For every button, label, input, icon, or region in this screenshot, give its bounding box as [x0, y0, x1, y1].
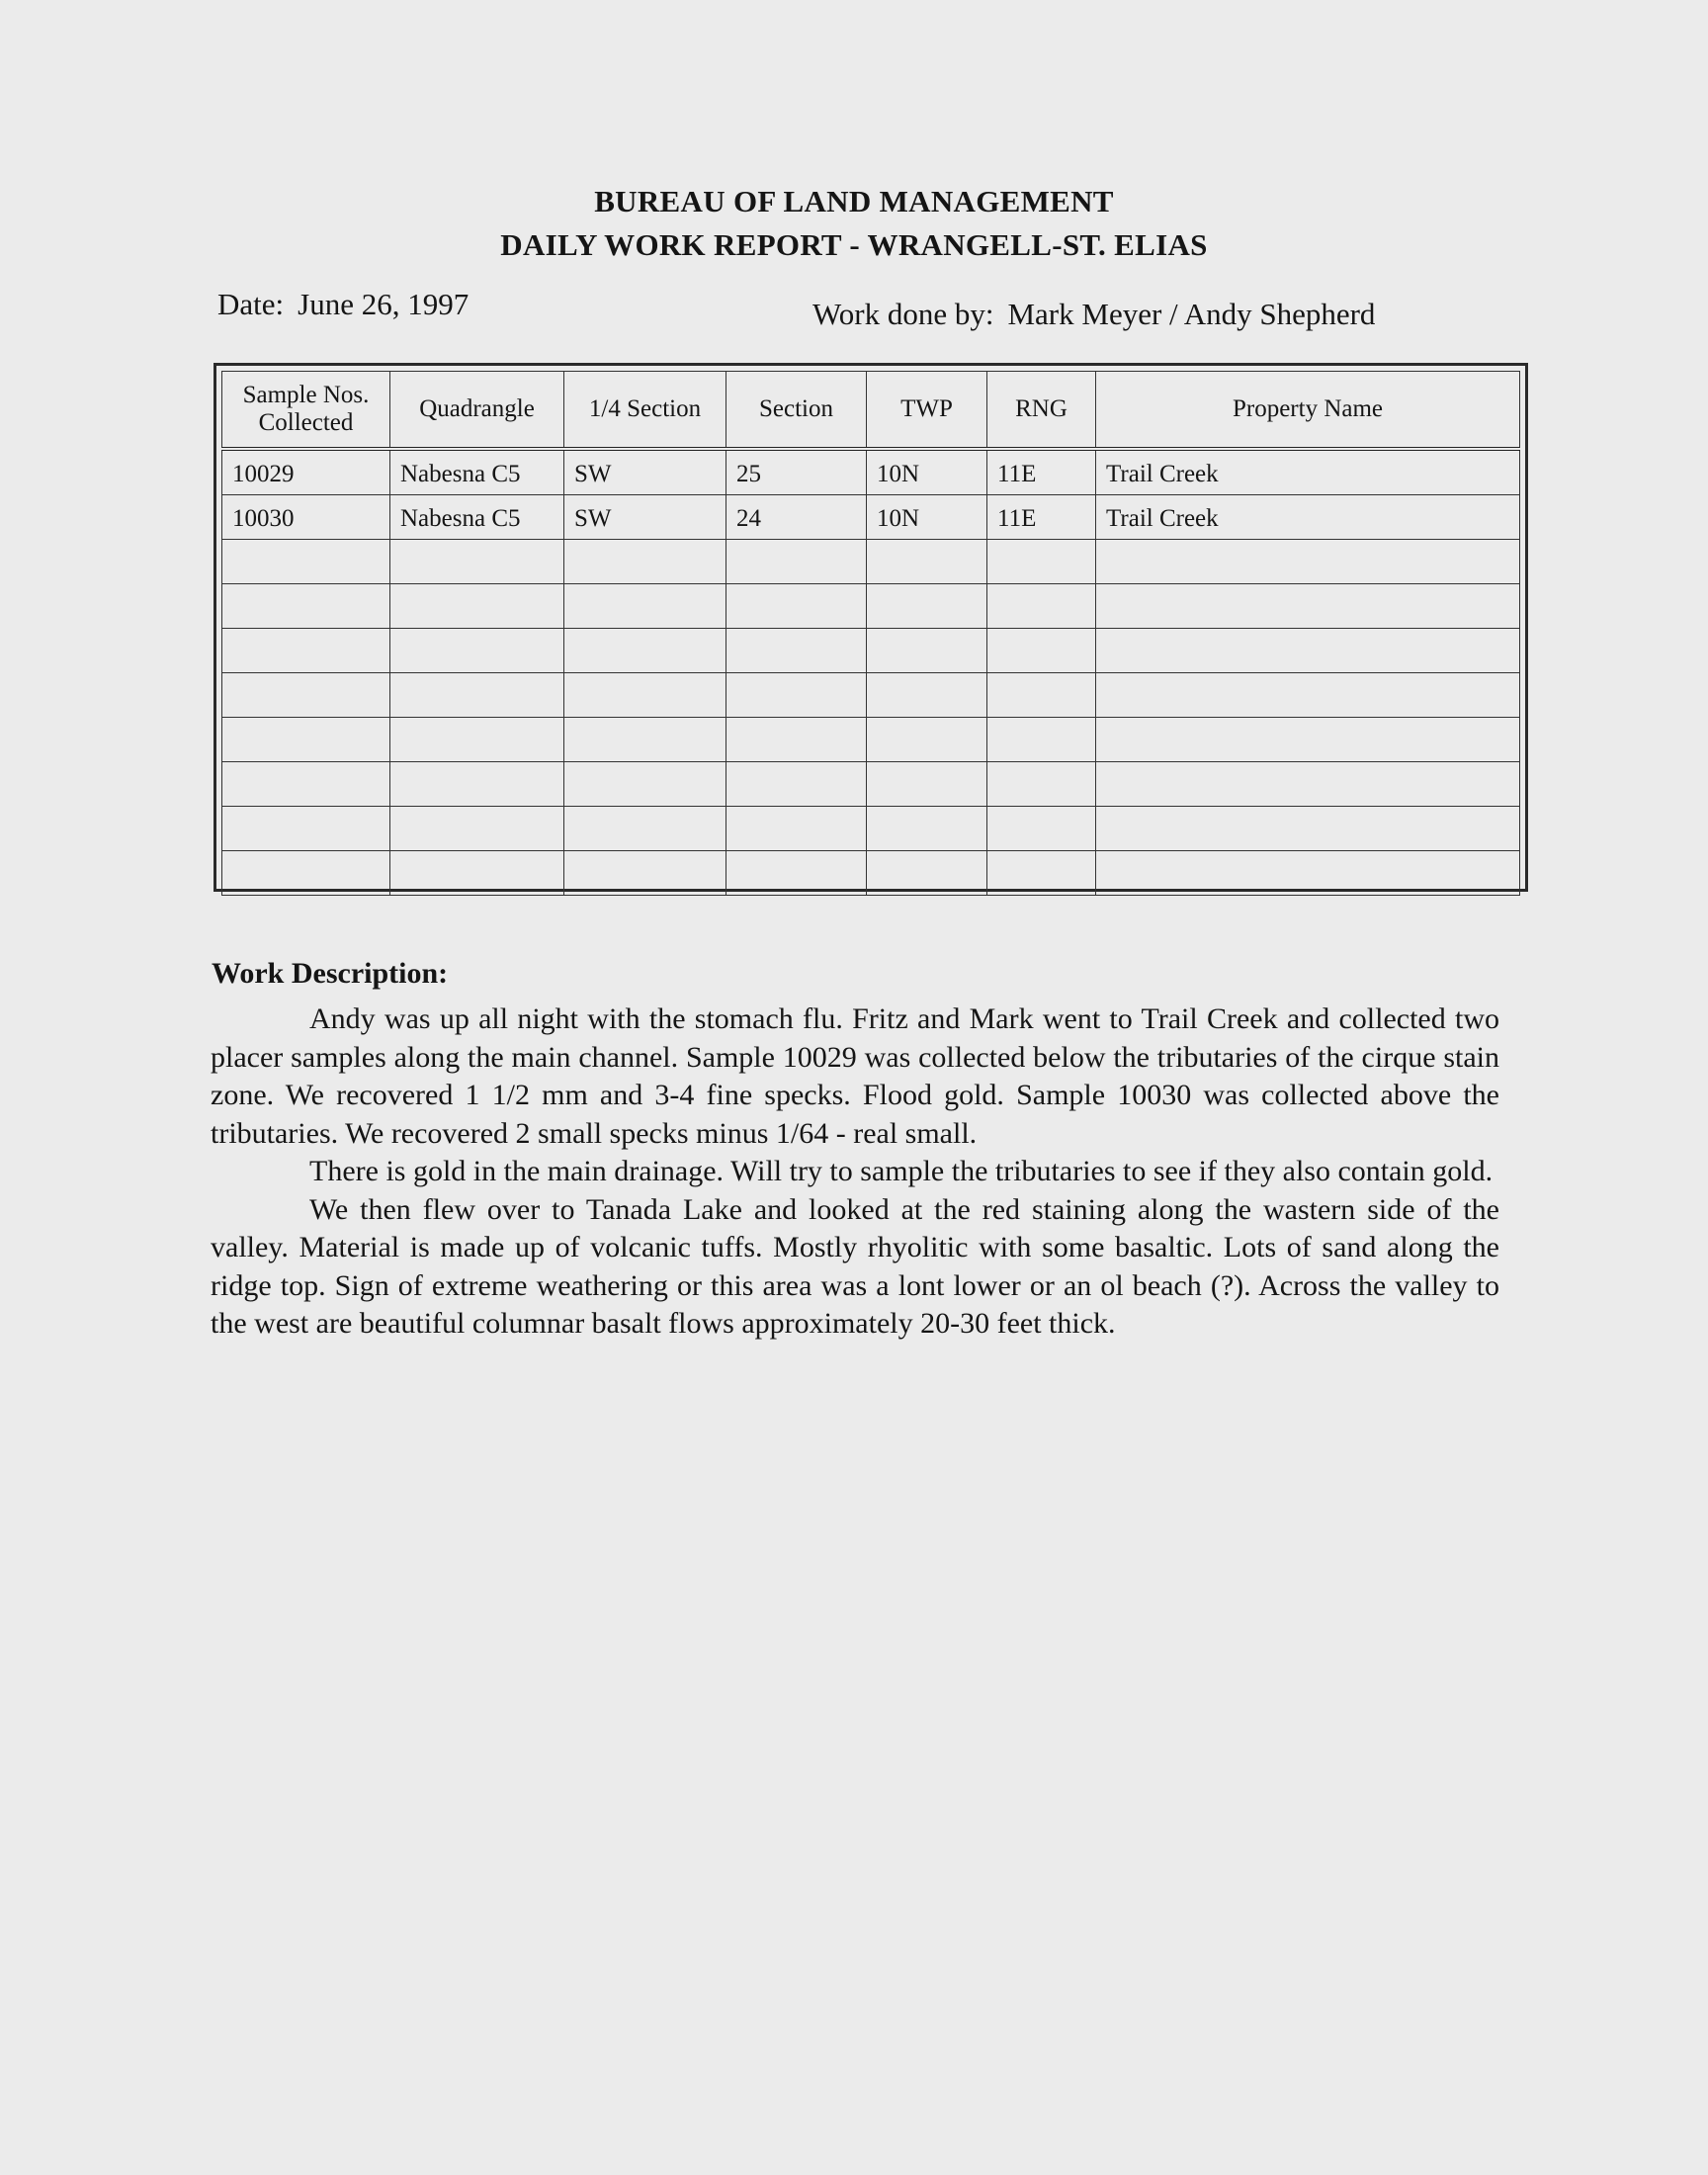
table-row	[222, 673, 1520, 718]
quarter-section-cell	[564, 629, 726, 673]
header-quarter-section: 1/4 Section	[564, 372, 726, 450]
quadrangle-cell	[390, 584, 564, 629]
description-paragraph: We then flew over to Tanada Lake and looked at the red staining along the wastern side of the valley. Material is made up of volcanic tuffs. Mostly rhyolitic with some basaltic. Lots of sand along the ridge top. Sign of extreme weathering or this area was a lont lower or an ol beach (?). Across the valley to the west are beautiful columnar basalt flows approximately 20-30 feet thick.	[211, 1192, 1499, 1340]
property-name-cell	[1096, 584, 1520, 629]
rng-cell	[987, 540, 1096, 584]
samples-table	[221, 371, 1520, 896]
quadrangle-cell	[390, 762, 564, 807]
rng-cell	[987, 807, 1096, 851]
sample-no-cell: 10030	[222, 495, 390, 540]
section-cell	[726, 584, 867, 629]
table-row	[222, 584, 1520, 629]
property-name-cell	[1096, 718, 1520, 762]
section-cell	[726, 629, 867, 673]
report-header	[0, 180, 1708, 267]
rng-cell	[987, 673, 1096, 718]
header-section: Section	[726, 372, 867, 450]
twp-cell	[867, 673, 987, 718]
table-header	[222, 372, 1520, 450]
work-description-heading: Work Description:	[212, 957, 449, 990]
table-row	[222, 762, 1520, 807]
table-row	[222, 495, 1520, 540]
quarter-section-cell	[564, 584, 726, 629]
twp-cell	[867, 851, 987, 896]
section-cell	[726, 540, 867, 584]
quarter-section-cell	[564, 762, 726, 807]
section-cell: 24	[726, 495, 867, 540]
twp-cell	[867, 540, 987, 584]
sample-no-cell: 10029	[222, 449, 390, 495]
section-cell	[726, 762, 867, 807]
property-name-cell	[1096, 762, 1520, 807]
date-value: June 26, 1997	[298, 287, 470, 321]
property-name-cell	[1096, 851, 1520, 896]
section-cell	[726, 673, 867, 718]
rng-cell	[987, 718, 1096, 762]
description-paragraph: Andy was up all night with the stomach flu. Fritz and Mark went to Trail Creek and collected two placer samples along the main channel. Sample 10029 was collected below the tributaries of the cirque stain zone. We recovered 1 1/2 mm and 3-4 fine specks. Flood gold. Sample 10030 was collected above the tributaries. We recovered 2 small specks minus 1/64 - real small.	[211, 1002, 1499, 1150]
property-name-cell	[1096, 629, 1520, 673]
work-done-by-field	[812, 297, 1375, 332]
twp-cell: 10N	[867, 449, 987, 495]
twp-cell: 10N	[867, 495, 987, 540]
sample-no-cell	[222, 629, 390, 673]
property-name-cell: Trail Creek	[1096, 495, 1520, 540]
sample-no-cell	[222, 851, 390, 896]
work-description-body	[211, 1000, 1499, 1344]
quadrangle-cell	[390, 629, 564, 673]
quadrangle-cell	[390, 851, 564, 896]
table-row	[222, 718, 1520, 762]
quadrangle-cell: Nabesna C5	[390, 495, 564, 540]
table-row	[222, 851, 1520, 896]
property-name-cell	[1096, 540, 1520, 584]
quadrangle-cell: Nabesna C5	[390, 449, 564, 495]
work-done-by-value: Mark Meyer / Andy Shepherd	[1007, 297, 1376, 331]
rng-cell	[987, 851, 1096, 896]
quarter-section-cell	[564, 673, 726, 718]
rng-cell: 11E	[987, 449, 1096, 495]
twp-cell	[867, 584, 987, 629]
sample-no-cell	[222, 807, 390, 851]
section-cell	[726, 718, 867, 762]
table-row	[222, 449, 1520, 495]
rng-cell: 11E	[987, 495, 1096, 540]
quadrangle-cell	[390, 718, 564, 762]
table-row	[222, 629, 1520, 673]
rng-cell	[987, 762, 1096, 807]
twp-cell	[867, 629, 987, 673]
sample-no-cell	[222, 540, 390, 584]
sample-no-cell	[222, 673, 390, 718]
property-name-cell	[1096, 673, 1520, 718]
twp-cell	[867, 762, 987, 807]
date-label: Date:	[217, 287, 285, 321]
rng-cell	[987, 584, 1096, 629]
table-body	[222, 449, 1520, 896]
section-cell	[726, 807, 867, 851]
table-row	[222, 540, 1520, 584]
sample-no-cell	[222, 762, 390, 807]
description-paragraph: There is gold in the main drainage. Will try to sample the tributaries to see if they also contain gold.	[309, 1155, 1494, 1187]
quarter-section-cell: SW	[564, 449, 726, 495]
sample-no-cell	[222, 584, 390, 629]
quarter-section-cell	[564, 851, 726, 896]
header-property-name: Property Name	[1096, 372, 1520, 450]
quarter-section-cell	[564, 718, 726, 762]
section-cell	[726, 851, 867, 896]
table-row	[222, 807, 1520, 851]
twp-cell	[867, 718, 987, 762]
report-title: DAILY WORK REPORT - WRANGELL-ST. ELIAS	[500, 227, 1208, 262]
quarter-section-cell	[564, 540, 726, 584]
rng-cell	[987, 629, 1096, 673]
samples-table-frame	[214, 363, 1528, 892]
header-sample-nos: Sample Nos. Collected	[222, 372, 390, 450]
quarter-section-cell: SW	[564, 495, 726, 540]
quadrangle-cell	[390, 673, 564, 718]
twp-cell	[867, 807, 987, 851]
date-field	[217, 287, 469, 322]
quadrangle-cell	[390, 540, 564, 584]
work-done-by-label: Work done by:	[812, 297, 994, 331]
header-quadrangle: Quadrangle	[390, 372, 564, 450]
property-name-cell: Trail Creek	[1096, 449, 1520, 495]
header-twp: TWP	[867, 372, 987, 450]
quarter-section-cell	[564, 807, 726, 851]
section-cell: 25	[726, 449, 867, 495]
sample-no-cell	[222, 718, 390, 762]
property-name-cell	[1096, 807, 1520, 851]
quadrangle-cell	[390, 807, 564, 851]
header-rng: RNG	[987, 372, 1096, 450]
agency-title: BUREAU OF LAND MANAGEMENT	[594, 184, 1114, 218]
